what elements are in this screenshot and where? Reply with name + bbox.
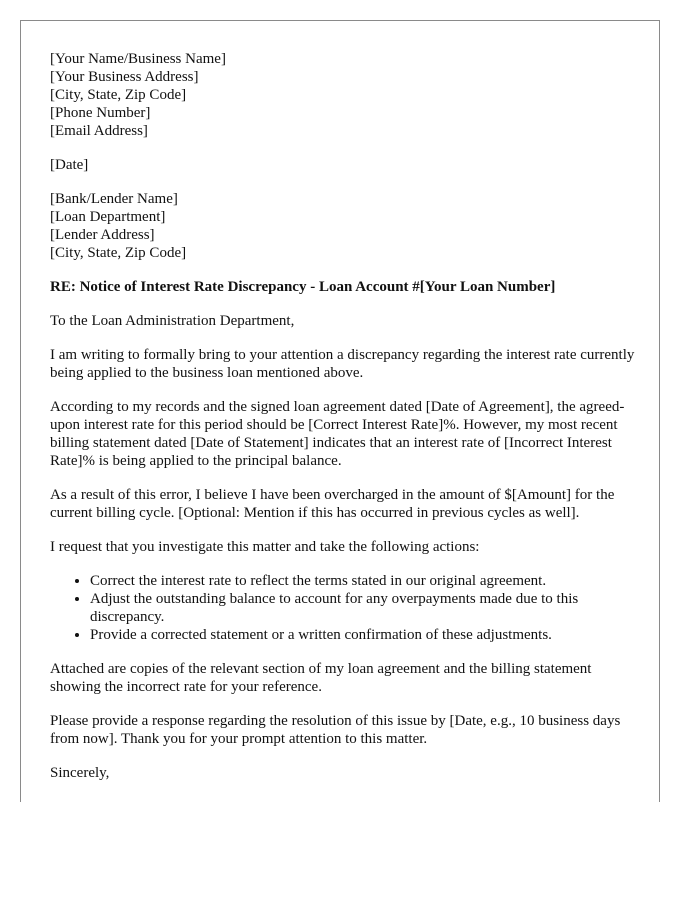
recipient-address-block: [50, 190, 640, 262]
body-paragraph-4: I request that you investigate this matter and take the following actions:: [50, 539, 480, 555]
body-paragraph-1: I am writing to formally bring to your attention a discrepancy regarding the interest rate currently being applied to the business loan mentioned above.: [50, 347, 635, 381]
body-paragraph-3: As a result of this error, I believe I have been overcharged in the amount of $[Amount] for the current billing cycle. [Optional: Mention if this has occurred in previous cycles as well].: [50, 487, 615, 521]
recipient-department: [Loan Department]: [50, 209, 166, 225]
action-list: [50, 572, 640, 644]
sender-address: [Your Business Address]: [50, 69, 199, 85]
sender-name: [Your Name/Business Name]: [50, 51, 226, 67]
date-line: [50, 156, 640, 174]
sender-email: [Email Address]: [50, 123, 148, 139]
recipient-name: [Bank/Lender Name]: [50, 191, 178, 207]
list-item: • Provide a corrected statement or a written confirmation of these adjustments.: [90, 626, 640, 644]
sender-city-state-zip: [City, State, Zip Code]: [50, 87, 187, 103]
letter-page: [20, 20, 660, 802]
recipient-address: [Lender Address]: [50, 227, 155, 243]
signoff: Sincerely,: [50, 765, 110, 781]
closing-paragraph-1: Attached are copies of the relevant section of my loan agreement and the billing statement showing the incorrect rate for your reference.: [50, 661, 592, 695]
subject-line: RE: Notice of Interest Rate Discrepancy - Loan Account #[Your Loan Number]: [50, 279, 556, 295]
sender-phone: [Phone Number]: [50, 105, 151, 121]
recipient-city-state-zip: [City, State, Zip Code]: [50, 245, 187, 261]
letter-content: [50, 50, 640, 782]
sender-address-block: [50, 50, 640, 140]
salutation: To the Loan Administration Department,: [50, 313, 295, 329]
list-item: • Correct the interest rate to reflect the terms stated in our original agreement.: [90, 572, 640, 590]
body-paragraph-2: According to my records and the signed loan agreement dated [Date of Agreement], the agreed-upon interest rate for this period should be [Correct Interest Rate]%. However, my most recent billing statement dated [Date of Statement] indicates that an interest rate of [Incorrect Interest Rate]% is being applied to the principal balance.: [50, 399, 625, 469]
letter-date: [Date]: [50, 157, 89, 173]
closing-paragraph-2: Please provide a response regarding the resolution of this issue by [Date, e.g., 10 business days from now]. Thank you for your prompt attention to this matter.: [50, 713, 621, 747]
list-item: • Adjust the outstanding balance to account for any overpayments made due to this discrepancy.: [90, 590, 640, 626]
